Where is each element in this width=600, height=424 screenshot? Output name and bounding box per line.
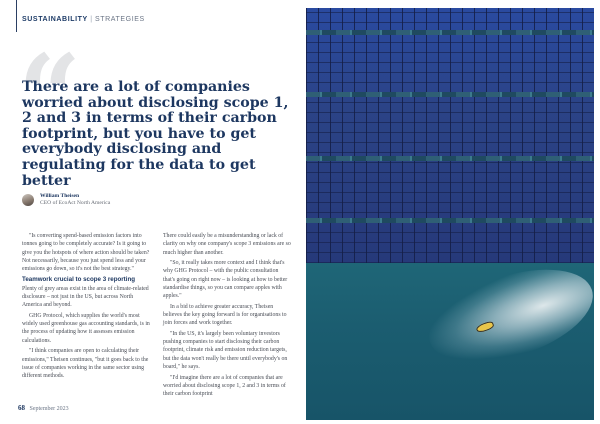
article-column-2: [163, 232, 291, 401]
paragraph: There could easily be a misunderstanding or lack of clarity on why one company's scope 3 emissions are so much higher than another.: [163, 233, 291, 256]
quote-mark-icon: “: [18, 30, 82, 159]
paragraph: "I'd imagine there are a lot of companies that are worried about disclosing scope 1, 2 and 3 in terms of their carbon footprint: [163, 374, 286, 398]
paragraph: GHG Protocol, which supplies the world's most widely used greenhouse gas accounting standards, is in the process of updating how it assesses emission calculations.: [22, 312, 150, 344]
quote-attribution: [22, 193, 110, 207]
walkway-strip: [306, 30, 594, 35]
page-footer: [18, 404, 69, 412]
paragraph: "So, it really takes more context and I think that's why GHG Protocol – with the public consultation that's going on right now – is looking at how to better standardise things, so you can compare apples with apples.": [163, 260, 288, 300]
subsection-label: STRATEGIES: [94, 16, 145, 23]
issue-date: September 2023: [29, 406, 69, 412]
paragraph: "In the US, it's largely been voluntary investors pushing companies to start disclosing their carbon footprint, climate risk and emission reduction targets, but the data won't really be there until everybody's on board," he says.: [163, 330, 288, 371]
walkway-strip: [306, 92, 594, 97]
article-column-1: [22, 232, 150, 383]
solar-farm-photo: [306, 8, 594, 420]
walkway-strip: [306, 156, 594, 161]
solar-panels: [306, 8, 594, 263]
header-accent-line: [16, 0, 17, 32]
author-name: William Theisen: [40, 193, 80, 199]
subheading: Teamwork crucial to scope 3 reporting: [22, 276, 136, 284]
author-avatar: [22, 194, 34, 206]
paragraph: Plenty of grey areas exist in the area of climate-related disclosure – not just in the US, but across North America and beyond.: [22, 285, 149, 309]
page-number: 68: [18, 404, 25, 412]
author-role: CEO of EcoAct North America: [40, 200, 111, 206]
paragraph: In a bid to achieve greater accuracy, Theisen believes the key going forward is for organisations to join forces and work together.: [163, 303, 287, 327]
paragraph: "I think companies are open to calculating their emissions," Theisen continues, "but it goes back to the issue of companies working in the same sector using different methods.: [22, 348, 149, 380]
section-header: [22, 15, 145, 23]
walkway-strip: [306, 218, 594, 223]
paragraph: "Is converting spend-based emission factors into tonnes going to be completely accurate? Is it going to give you the hotspots of where action should be taken? Not necessarily, because you just spend less and your emissions go down, so it's not the best strategy.": [22, 233, 150, 273]
header-separator: |: [90, 16, 93, 23]
pull-quote: There are a lot of companies worried about disclosing scope 1, 2 and 3 in terms of their carbon footprint, but you have to get everybody disclosing and regulating for the data to get better: [22, 79, 289, 189]
section-label: SUSTAINABILITY: [22, 16, 88, 23]
